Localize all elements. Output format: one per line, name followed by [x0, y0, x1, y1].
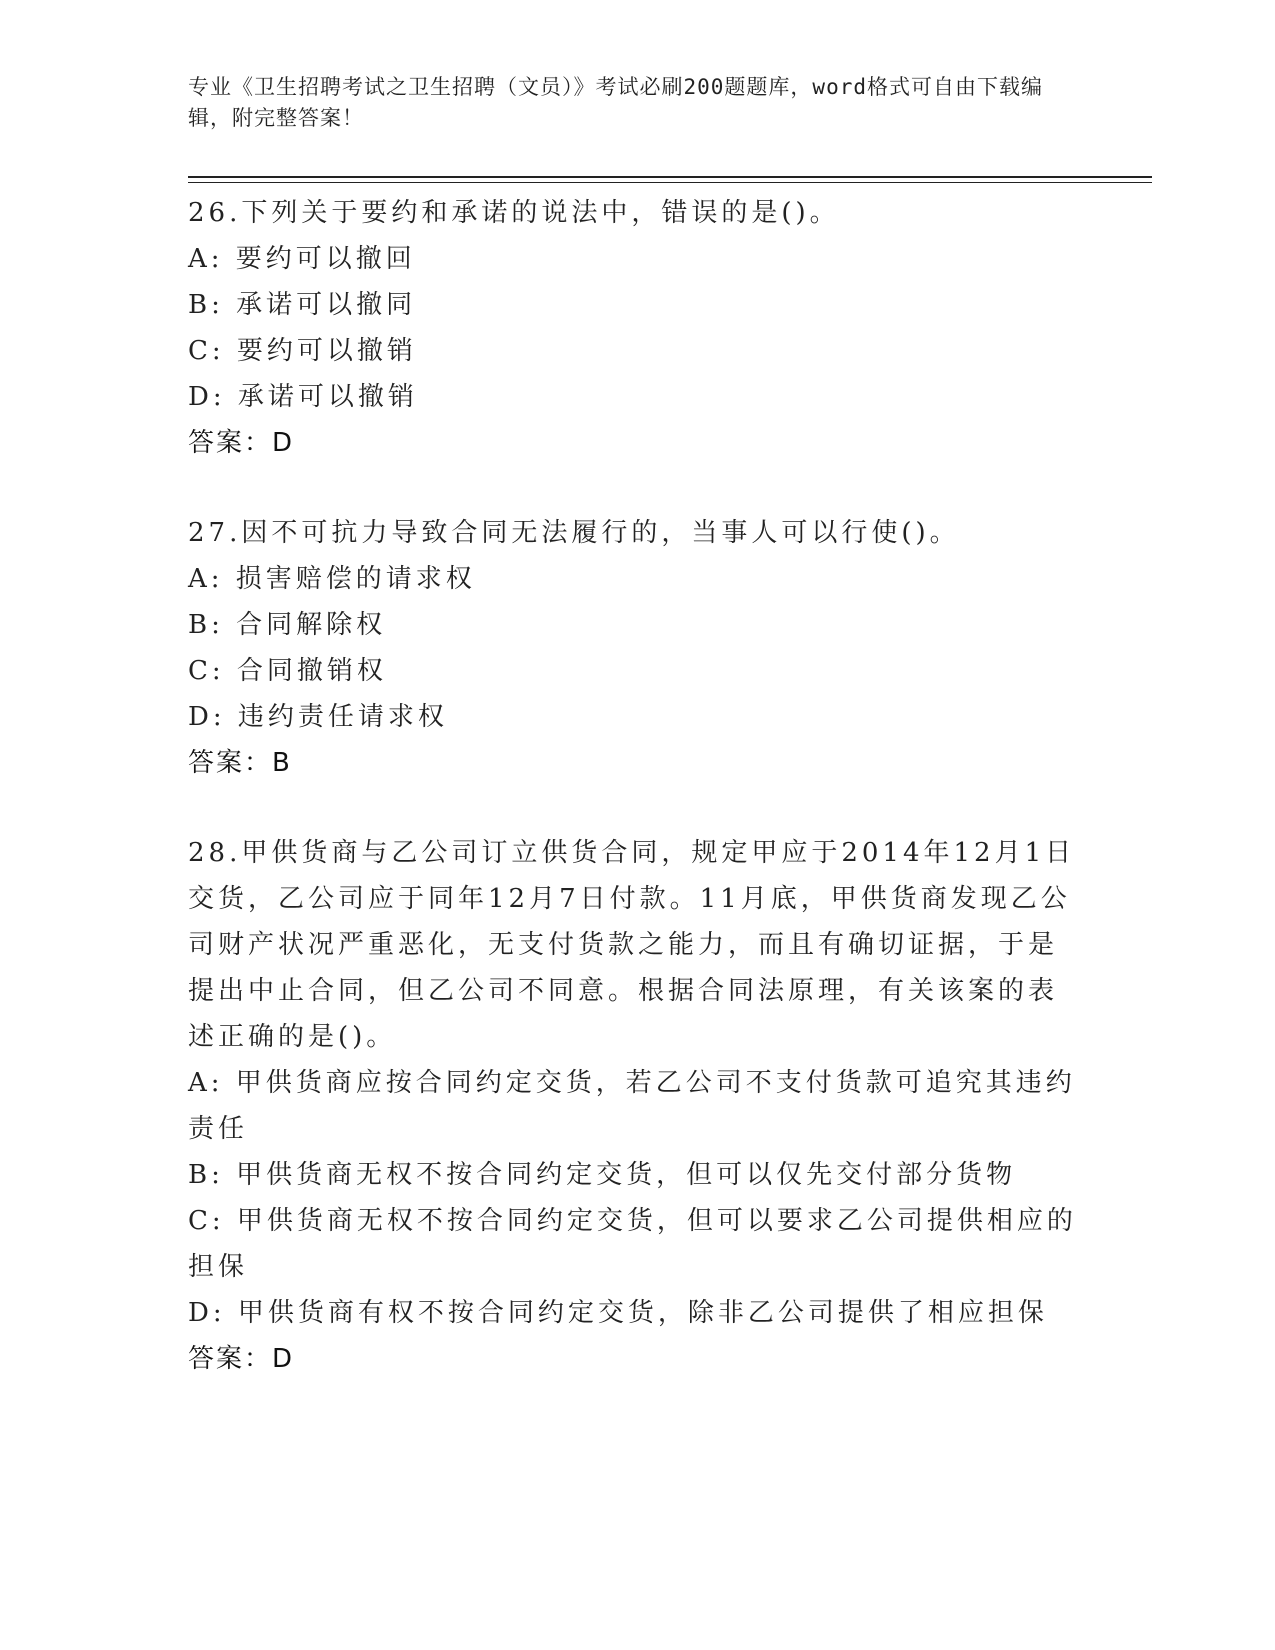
option-d: D: 违约责任请求权	[188, 702, 448, 732]
answer: 答案：B	[188, 748, 292, 778]
question-28	[188, 830, 1078, 1382]
question-26	[188, 190, 1078, 466]
option-c: C: 要约可以撤销	[188, 336, 417, 366]
option-b: B: 甲供货商无权不按合同约定交货，但可以仅先交付部分货物	[188, 1160, 1017, 1190]
question-spacer	[188, 466, 1078, 510]
question-stem: 27.因不可抗力导致合同无法履行的，当事人可以行使()。	[188, 518, 960, 548]
question-spacer	[188, 786, 1078, 830]
answer: 答案：D	[188, 428, 295, 458]
option-d: D: 甲供货商有权不按合同约定交货，除非乙公司提供了相应担保	[188, 1298, 1048, 1328]
question-stem: 28.甲供货商与乙公司订立供货合同，规定甲应于2014年12月1日交货，乙公司应于同年12月7日付款。11月底，甲供货商发现乙公司财产状况严重恶化，无支付货款之能力，而且有确切证据，于是提出中止合同，但乙公司不同意。根据合同法原理，有关该案的表述正确的是()。	[188, 838, 1076, 1052]
option-a: A: 损害赔偿的请求权	[188, 564, 476, 594]
option-c: C: 合同撤销权	[188, 656, 387, 686]
header-rule-thick	[188, 176, 1152, 178]
document-header: 专业《卫生招聘考试之卫生招聘（文员）》考试必刷200题题库，word格式可自由下载编辑，附完整答案！	[188, 75, 1043, 130]
option-a: A: 要约可以撤回	[188, 244, 416, 274]
option-c: C: 甲供货商无权不按合同约定交货，但可以要求乙公司提供相应的担保	[188, 1206, 1077, 1282]
option-d: D: 承诺可以撤销	[188, 382, 418, 412]
header-rule-thin	[188, 182, 1152, 183]
question-27	[188, 510, 1078, 786]
option-b: B: 承诺可以撤同	[188, 290, 417, 320]
question-stem: 26.下列关于要约和承诺的说法中，错误的是()。	[188, 198, 840, 228]
answer: 答案：D	[188, 1344, 295, 1374]
option-a: A: 甲供货商应按合同约定交货，若乙公司不支付货款可追究其违约责任	[188, 1068, 1076, 1144]
option-b: B: 合同解除权	[188, 610, 387, 640]
question-list	[188, 190, 1078, 1382]
